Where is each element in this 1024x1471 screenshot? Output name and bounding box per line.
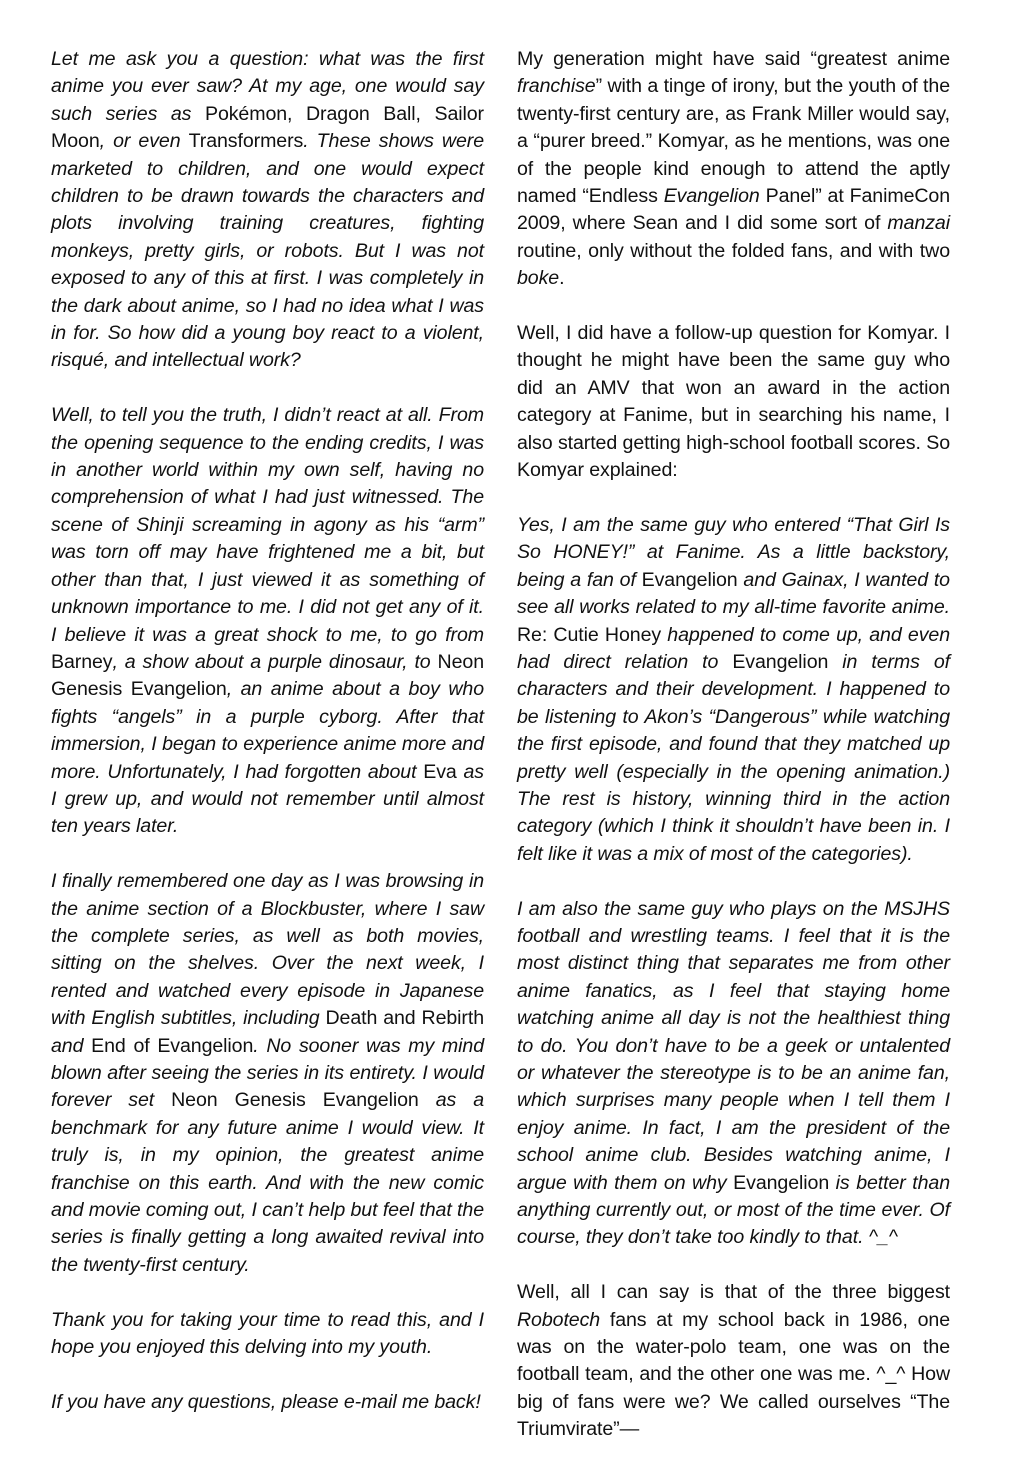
reply-paragraph-1: My generation might have said “greatest anime franchise” with a tinge of irony, but the youth of the twenty-first century are, as Frank Miller would say, a “purer breed.” Komyar, as he mentions, was one of the people kind enough to attend the aptly named “Endless Evangelion Panel” at FanimeCon 2009, where Sean and I did some sort of manzai routine, only without the folded fans, and with two boke. xyxy=(517,48,951,290)
reply-paragraph-3: Well, all I can say is that of the three biggest Robotech fans at my school back in 1986, one was on the water-polo team, one was on the football team, and the other one was me. ^_^ How big of fans were we? We called ourselves “The Triumvirate”— xyxy=(517,1281,950,1441)
letter-paragraph-5: If you have any questions, please e-mail me back! xyxy=(51,1390,481,1413)
letter-paragraph-3: I finally remembered one day as I was browsing in the anime section of a Blockbuster, where I saw the complete series, as well as both movies, sitting on the shelves. Over the next week, I rented and watched every episode in Japanese with English subtitles, including Death and Rebirth and End of Evangelion. No sooner was my mind blown after seeing the series in its entirety. I would forever set Neon Genesis Evangelion as a benchmark for any future anime I would view. It truly is, in my opinion, the greatest anime franchise on this earth. And with the new comic and movie coming out, I can’t help but feel that the series is finally getting a long awaited revival into the twenty-first century. xyxy=(51,870,484,1276)
reply-paragraph-2: Well, I did have a follow-up question for Komyar. I thought he might have been the same guy who did an AMV that won an award in the action category at Fanime, but in searching his name, I also started getting high-school football scores. So Komyar explained: xyxy=(517,322,950,482)
letter-paragraph-4: Thank you for taking your time to read this, and I hope you enjoyed this delving into my youth. xyxy=(51,1308,484,1359)
quote-paragraph-1: Yes, I am the same guy who entered “That Girl Is So HONEY!” at Fanime. As a little backstory, being a fan of Evangelion and Gainax, I wanted to see all works related to my all-time favorite anime. Re: Cutie Honey happened to come up, and even had direct relation to Evangelion in terms of characters and their development. I happened to be listening to Akon’s “Dangerous” while watching the first episode, and found that they matched up pretty well (especially in the opening animation.) The rest is history, winning third in the action category (which I think it shouldn’t have been in. I felt like it was a mix of most of the categories). xyxy=(517,513,950,865)
letter-paragraph-2: Well, to tell you the truth, I didn’t react at all. From the opening sequence to the ending credits, I was in another world within my own self, having no comprehension of what I had just witnessed. The scene of Shinji screaming in agony as his “arm” was torn off may have frightened me a bit, but other than that, I just viewed it as something of unknown importance to me. I did not get any of it. I believe it was a great shock to me, to go from Barney, a show about a purple dinosaur, to Neon Genesis Evangelion, an anime about a boy who fights “angels” in a purple cyborg. After that immersion, I began to experience anime more and more. Unfortunately, I had forgotten about Eva as I grew up, and would not remember until almost ten years later. xyxy=(51,404,484,838)
quote-paragraph-2: I am also the same guy who plays on the MSJHS football and wrestling teams. I feel that it is the most distinct thing that separates me from other anime fanatics, as I feel that staying home watching anime all day is not the healthiest thing to do. You don’t have to be a geek or untalented or whatever the stereotype is to be an anime fan, which surprises many people when I tell them I enjoy anime. In fact, I am the president of the school anime club. Besides watching anime, I argue with them on why Evangelion is better than anything currently out, or most of the time ever. Of course, they don’t take too kindly to that. ^_^ xyxy=(517,897,950,1249)
left-column xyxy=(51,46,484,1444)
letter-paragraph-1: Let me ask you a question: what was the first anime you ever saw? At my age, one would say such series as Pokémon, Dragon Ball, Sailor Moon, or even Transformers. These shows were marketed to children, and one would expect children to be drawn towards the characters and plots involving training creatures, fighting monkeys, pretty girls, or robots. But I was not exposed to any of this at first. I was completely in the dark about anime, so I had no idea what I was in for. So how did a young boy react to a violent, risqué, and intellectual work? xyxy=(51,48,484,372)
right-column xyxy=(517,46,950,1471)
